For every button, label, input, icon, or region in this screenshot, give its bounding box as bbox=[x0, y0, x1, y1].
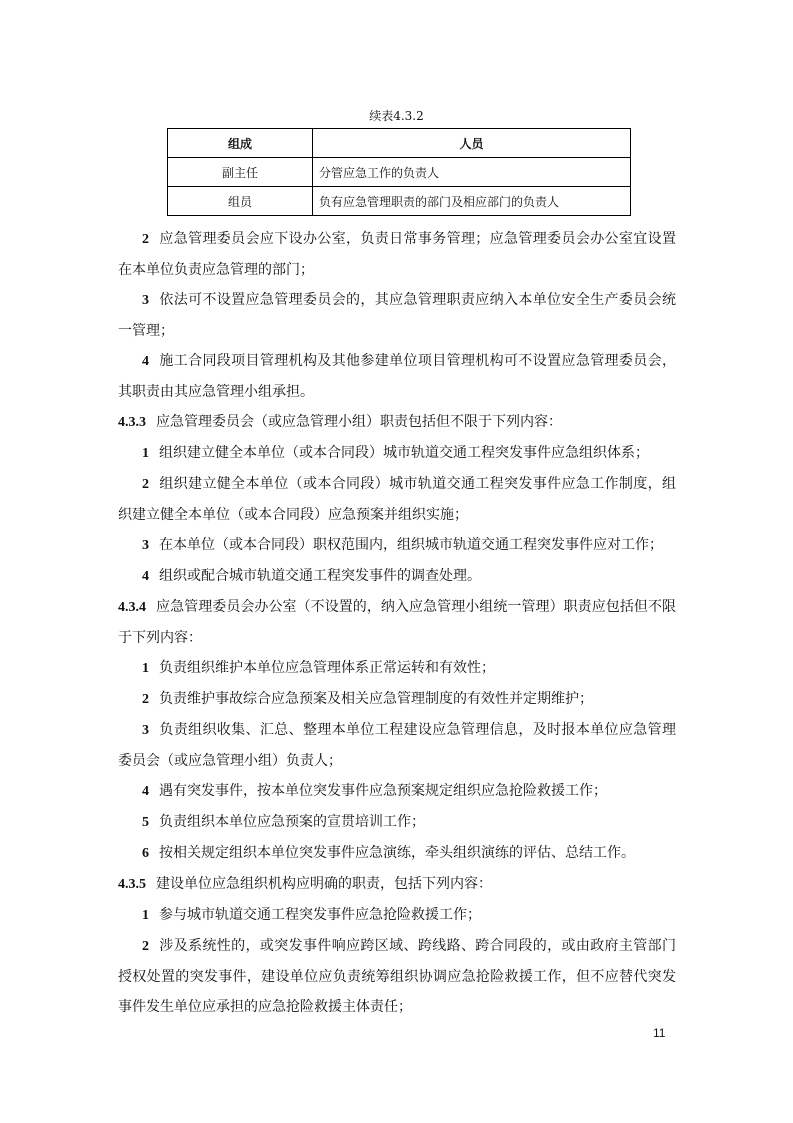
list-item bbox=[118, 285, 676, 346]
continued-table bbox=[167, 128, 631, 216]
item-number: 6 bbox=[142, 846, 149, 861]
list-item bbox=[118, 653, 676, 684]
item-text: 依法可不设置应急管理委员会的，其应急管理职责应纳入本单位安全生产委员会统一管理； bbox=[118, 292, 676, 339]
document-body bbox=[118, 224, 676, 1022]
item-text: 应急管理委员会应下设办公室，负责日常事务管理；应急管理委员会办公室宜设置在本单位负责应急管理的部门； bbox=[118, 231, 676, 278]
item-text: 参与城市轨道交通工程突发事件应急抢险救援工作； bbox=[159, 907, 481, 923]
item-text: 遇有突发事件，按本单位突发事件应急预案规定组织应急抢险救援工作； bbox=[159, 783, 607, 799]
page-number: 11 bbox=[653, 1026, 666, 1040]
item-number: 2 bbox=[142, 939, 149, 954]
item-text: 负责组织本单位应急预案的宣贯培训工作； bbox=[159, 814, 425, 830]
item-text: 负责组织收集、汇总、整理本单位工程建设应急管理信息，及时报本单位应急管理委员会（或应急管理小组）负责人； bbox=[118, 722, 676, 769]
section-number: 4.3.5 bbox=[118, 877, 146, 892]
section-text: 建设单位应急组织机构应明确的职责，包括下列内容： bbox=[156, 876, 492, 892]
item-number: 3 bbox=[142, 723, 149, 738]
section-clause bbox=[118, 869, 676, 900]
item-number: 1 bbox=[142, 908, 149, 923]
item-number: 4 bbox=[142, 569, 149, 584]
table-cell-role: 副主任 bbox=[168, 158, 313, 187]
item-number: 2 bbox=[142, 692, 149, 707]
list-item bbox=[118, 807, 676, 838]
item-text: 组织建立健全本单位（或本合同段）城市轨道交通工程突发事件应急组织体系； bbox=[159, 445, 649, 461]
list-item bbox=[118, 561, 676, 592]
item-text: 按相关规定组织本单位突发事件应急演练，牵头组织演练的评估、总结工作。 bbox=[159, 845, 635, 861]
item-text: 负责组织维护本单位应急管理体系正常运转和有效性； bbox=[159, 660, 495, 676]
item-text: 在本单位（或本合同段）职权范围内，组织城市轨道交通工程突发事件应对工作； bbox=[159, 537, 663, 553]
item-number: 2 bbox=[142, 477, 149, 492]
item-number: 2 bbox=[142, 232, 149, 247]
section-clause bbox=[118, 407, 676, 438]
table-header-cell: 人员 bbox=[313, 129, 631, 158]
table-cell-role: 组员 bbox=[168, 187, 313, 216]
section-text: 应急管理委员会（或应急管理小组）职责包括但不限于下列内容： bbox=[156, 414, 562, 430]
list-item bbox=[118, 715, 676, 776]
item-text: 涉及系统性的，或突发事件响应跨区域、跨线路、跨合同段的，或由政府主管部门授权处置的突发事件，建设单位应负责统筹组织协调应急抢险救援工作，但不应替代突发事件发生单位应承担的应急抢险救援主体责任； bbox=[118, 938, 676, 1015]
list-item bbox=[118, 438, 676, 469]
item-number: 5 bbox=[142, 815, 149, 830]
list-item bbox=[118, 684, 676, 715]
item-number: 3 bbox=[142, 538, 149, 553]
table-row bbox=[168, 158, 631, 187]
list-item bbox=[118, 346, 676, 407]
list-item bbox=[118, 224, 676, 285]
item-number: 3 bbox=[142, 293, 149, 308]
list-item bbox=[118, 530, 676, 561]
table-cell-personnel: 负有应急管理职责的部门及相应部门的负责人 bbox=[313, 187, 631, 216]
item-number: 1 bbox=[142, 661, 149, 676]
table-caption: 续表4.3.2 bbox=[369, 109, 424, 123]
list-item bbox=[118, 900, 676, 931]
item-number: 4 bbox=[142, 354, 149, 369]
table-cell-personnel: 分管应急工作的负责人 bbox=[313, 158, 631, 187]
section-text: 应急管理委员会办公室（不设置的，纳入应急管理小组统一管理）职责应包括但不限于下列内容： bbox=[118, 599, 676, 646]
item-number: 1 bbox=[142, 446, 149, 461]
section-number: 4.3.4 bbox=[118, 600, 146, 615]
list-item bbox=[118, 776, 676, 807]
table-row bbox=[168, 187, 631, 216]
item-text: 施工合同段项目管理机构及其他参建单位项目管理机构可不设置应急管理委员会，其职责由其应急管理小组承担。 bbox=[118, 353, 676, 400]
item-text: 负责维护事故综合应急预案及相关应急管理制度的有效性并定期维护； bbox=[159, 691, 593, 707]
item-text: 组织或配合城市轨道交通工程突发事件的调查处理。 bbox=[159, 568, 481, 584]
table-header-row bbox=[168, 129, 631, 158]
section-number: 4.3.3 bbox=[118, 415, 146, 430]
section-clause bbox=[118, 592, 676, 653]
list-item bbox=[118, 469, 676, 530]
item-number: 4 bbox=[142, 784, 149, 799]
list-item bbox=[118, 931, 676, 1022]
table-header-cell: 组成 bbox=[168, 129, 313, 158]
item-text: 组织建立健全本单位（或本合同段）城市轨道交通工程突发事件应急工作制度，组织建立健全本单位（或本合同段）应急预案并组织实施； bbox=[118, 476, 676, 523]
list-item bbox=[118, 838, 676, 869]
